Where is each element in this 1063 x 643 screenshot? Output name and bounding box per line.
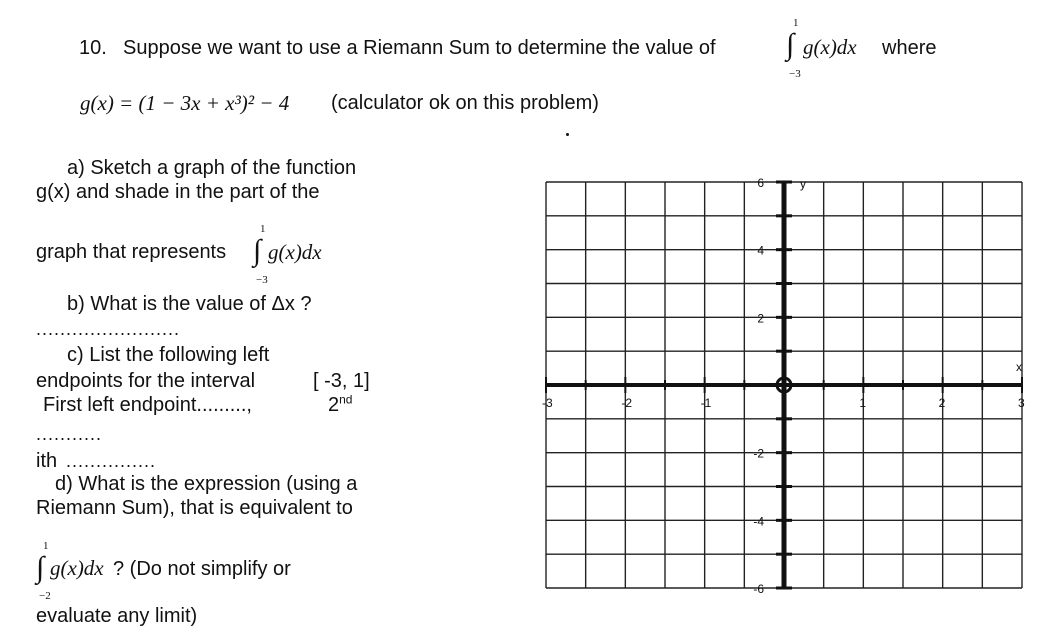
part-c-line2: endpoints for the interval <box>36 370 256 392</box>
part-b-question: b) What is the value of Δx ? <box>67 293 312 315</box>
part-c-line3: First left endpoint........., <box>43 394 252 416</box>
y-tick-label: -6 <box>753 582 764 596</box>
x-tick-label: 2 <box>938 396 946 410</box>
y-tick-label: 6 <box>757 176 764 190</box>
part-d-integral-upper: 1 <box>43 540 49 552</box>
x-axis-label: x <box>1016 360 1022 374</box>
part-d-integral-sign: ∫ <box>36 551 45 584</box>
y-tick-label: 4 <box>757 243 764 258</box>
part-d-integrand: g(x)dx <box>50 556 104 580</box>
problem-number: 10. <box>79 37 107 59</box>
x-tick-label: -3 <box>542 396 553 410</box>
part-a-integral-sign: ∫ <box>253 234 262 267</box>
x-tick-label: 1 <box>859 396 867 410</box>
part-a-line1: a) Sketch a graph of the function <box>67 157 357 179</box>
integral-upper-limit: 1 <box>793 17 799 29</box>
integral-sign: ∫ <box>786 28 795 61</box>
part-c-interval: [ -3, 1] <box>313 370 370 392</box>
part-d-integral-lower: −2 <box>39 590 51 602</box>
problem-intro: Suppose we want to use a Riemann Sum to determine the value of <box>123 37 716 59</box>
part-a-line2: g(x) and shade in the part of the <box>36 181 320 203</box>
part-d-line2: Riemann Sum), that is equivalent to <box>36 497 353 519</box>
integral-integrand: g(x)dx <box>803 35 857 59</box>
y-tick-label: -2 <box>753 446 764 461</box>
function-definition: g(x) = (1 − 3x + x³)² − 4 <box>80 91 290 115</box>
part-a-integrand: g(x)dx <box>268 240 322 264</box>
part-c-second-dots: ........... <box>36 424 103 444</box>
part-d-line4: evaluate any limit) <box>36 605 198 627</box>
y-tick-label: 2 <box>757 311 764 326</box>
part-a-integral-lower: −3 <box>256 274 268 286</box>
y-axis-label: y <box>800 177 806 191</box>
part-c-second-sup: nd <box>339 392 353 407</box>
part-d-line3: ? (Do not simplify or <box>113 558 291 580</box>
x-tick-label: -2 <box>621 396 633 410</box>
part-b-answer-dots: ........................ <box>36 319 181 339</box>
x-tick-label: -1 <box>700 396 712 410</box>
part-c-ith-label: ith <box>36 450 58 472</box>
part-c-second-number: 2 <box>328 394 340 416</box>
integral-lower-limit: −3 <box>789 68 801 80</box>
y-tick-label: -4 <box>753 514 764 529</box>
part-a-integral-upper: 1 <box>260 223 266 235</box>
part-c-line1: c) List the following left <box>67 344 270 366</box>
part-a-line3: graph that represents <box>36 241 227 263</box>
part-c-ith-dots: ............... <box>66 451 157 471</box>
where-word: where <box>882 37 937 59</box>
x-tick-label: 3 <box>1018 396 1025 410</box>
calculator-note: (calculator ok on this problem) <box>331 92 599 114</box>
part-d-line1: d) What is the expression (using a <box>55 473 358 495</box>
